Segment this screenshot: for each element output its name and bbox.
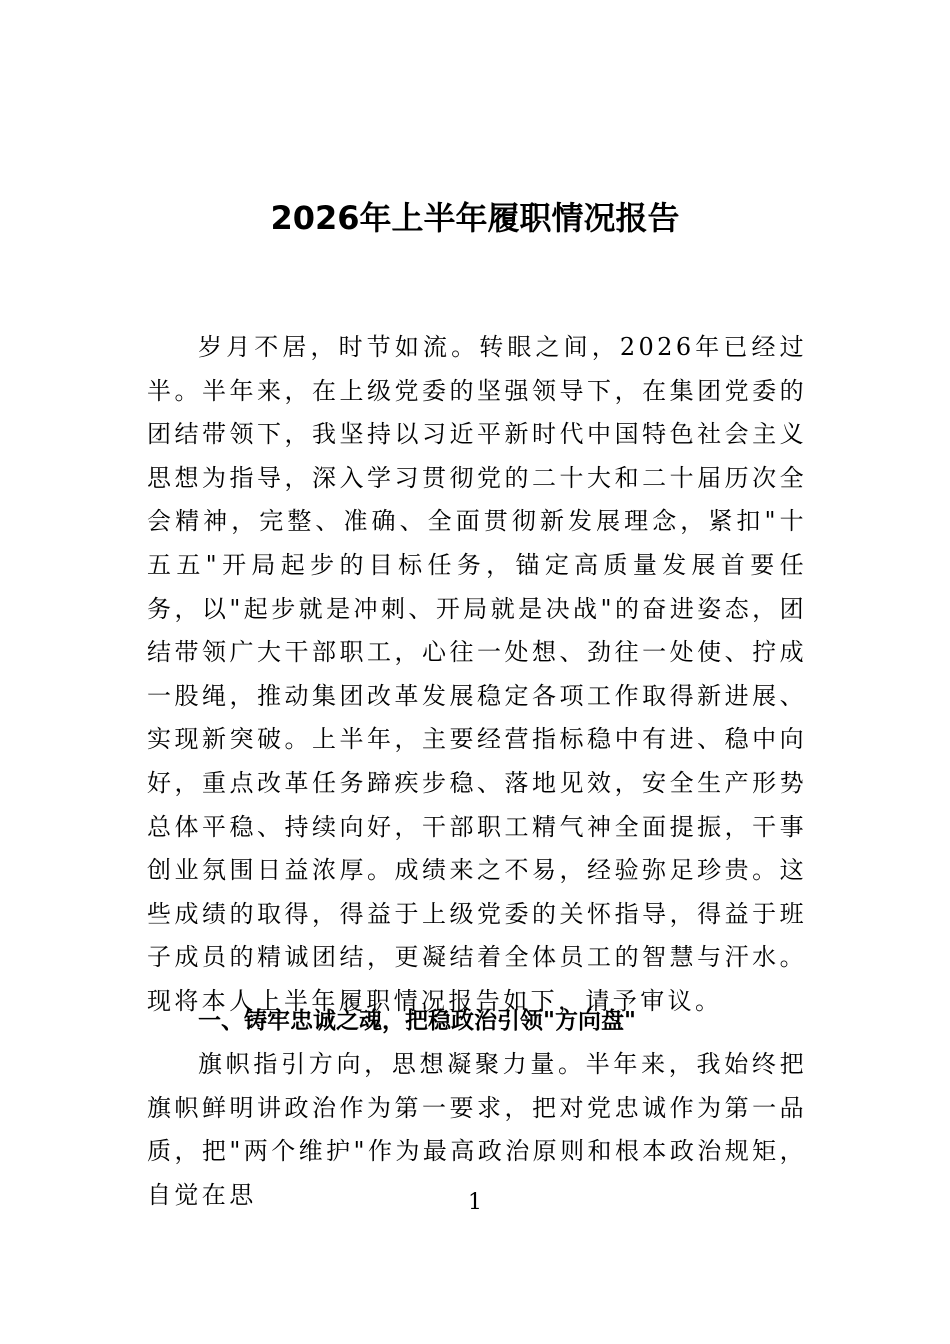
document-title: 2026年上半年履职情况报告 — [270, 199, 680, 237]
page-number: 1 — [468, 1190, 482, 1215]
paragraph-intro: 岁月不居，时节如流。转眼之间，2026年已经过半。半年来，在上级党委的坚强领导下，在集团党委的团结带领下，我坚持以习近平新时代中国特色社会主义思想为指导，深入学习贯彻党的二十大和二十届历次全会精神，完整、准确、全面贯彻新发展理念，紧扣"十五五"开局起步的目标任务，锚定高质量发展首要任务，以"起步就是冲刺、开局就是决战"的奋进姿态，团结带领广大干部职工，心往一处想、劲往一处使、拧成一股绳，推动集团改革发展稳定各项工作取得新进展、实现新突破。上半年，主要经营指标稳中有进、稳中向好，重点改革任务蹄疾步稳、落地见效，安全生产形势总体平稳、持续向好，干部职工精气神全面提振，干事创业氛围日益浓厚。成绩来之不易，经验弥足珍贵。这些成绩的取得，得益于上级党委的关怀指导，得益于班子成员的精诚团结，更凝结着全体员工的智慧与汗水。现将本人上半年履职情况报告如下，请予审议。 — [147, 333, 807, 1015]
paragraph-section-1: 旗帜指引方向，思想凝聚力量。半年来，我始终把旗帜鲜明讲政治作为第一要求，把对党忠诚作为第一品质，把"两个维护"作为最高政治原则和根本政治规矩，自觉在思 — [147, 1050, 807, 1209]
section-heading: 一、铸牢忠诚之魂，把稳政治引领"方向盘" — [198, 1008, 636, 1034]
